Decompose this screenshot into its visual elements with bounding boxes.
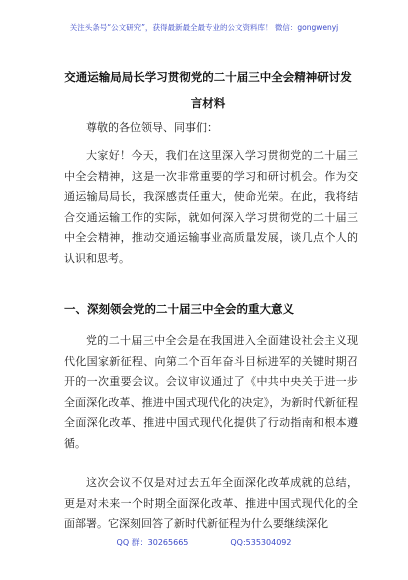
paragraph-significance: 党的二十届三中全会是在我国进入全面建设社会主义现代化国家新征程、向第二个百年奋斗目标进军的关键时期召开的一次重要会议。会议审议通过了《中共中央关于进一步全面深化改革、推进中国式现代化的决定》，为新时代新征程全面深化改革、推进中国式现代化提供了行动指南和根本遵循。	[64, 334, 358, 450]
document-title-line-2: 言材料	[190, 96, 226, 110]
paragraph-intro: 大家好！今天，我们在这里深入学习贯彻党的二十届三中全会精神，这是一次非常重要的学习和研讨机会。作为交通运输局局长，我深感责任重大，使命光荣。在此，我将结合交通运输工作的实际，就如何深入学习贯彻党的二十届三中全会精神，推动交通运输事业高质量发展，谈几点个人的认识和思考。	[64, 149, 358, 265]
salutation: 尊敬的各位领导、同事们：	[86, 121, 218, 134]
footer	[0, 537, 408, 548]
footer-qq-group: QQ 群：30265665	[116, 538, 189, 547]
document-title-line-1: 交通运输局局长学习贯彻党的二十届三中全会精神研讨发	[64, 70, 352, 84]
paragraph-summary: 这次会议不仅是对过去五年全面深化改革成就的总结，更是对未来一个时期全面深化改革、推进中国式现代化的全面部署。它深刻回答了新时代新征程为什么要继续深化	[64, 476, 358, 530]
footer-qq: QQ:535304092	[230, 538, 292, 547]
header-note: 关注头条号“公文研究”，获得最新最全最专业的公文资料库！ 微信：gongwenyj	[69, 23, 339, 32]
section-heading-1: 一、深刻领会党的二十届三中全会的重大意义	[64, 302, 294, 316]
